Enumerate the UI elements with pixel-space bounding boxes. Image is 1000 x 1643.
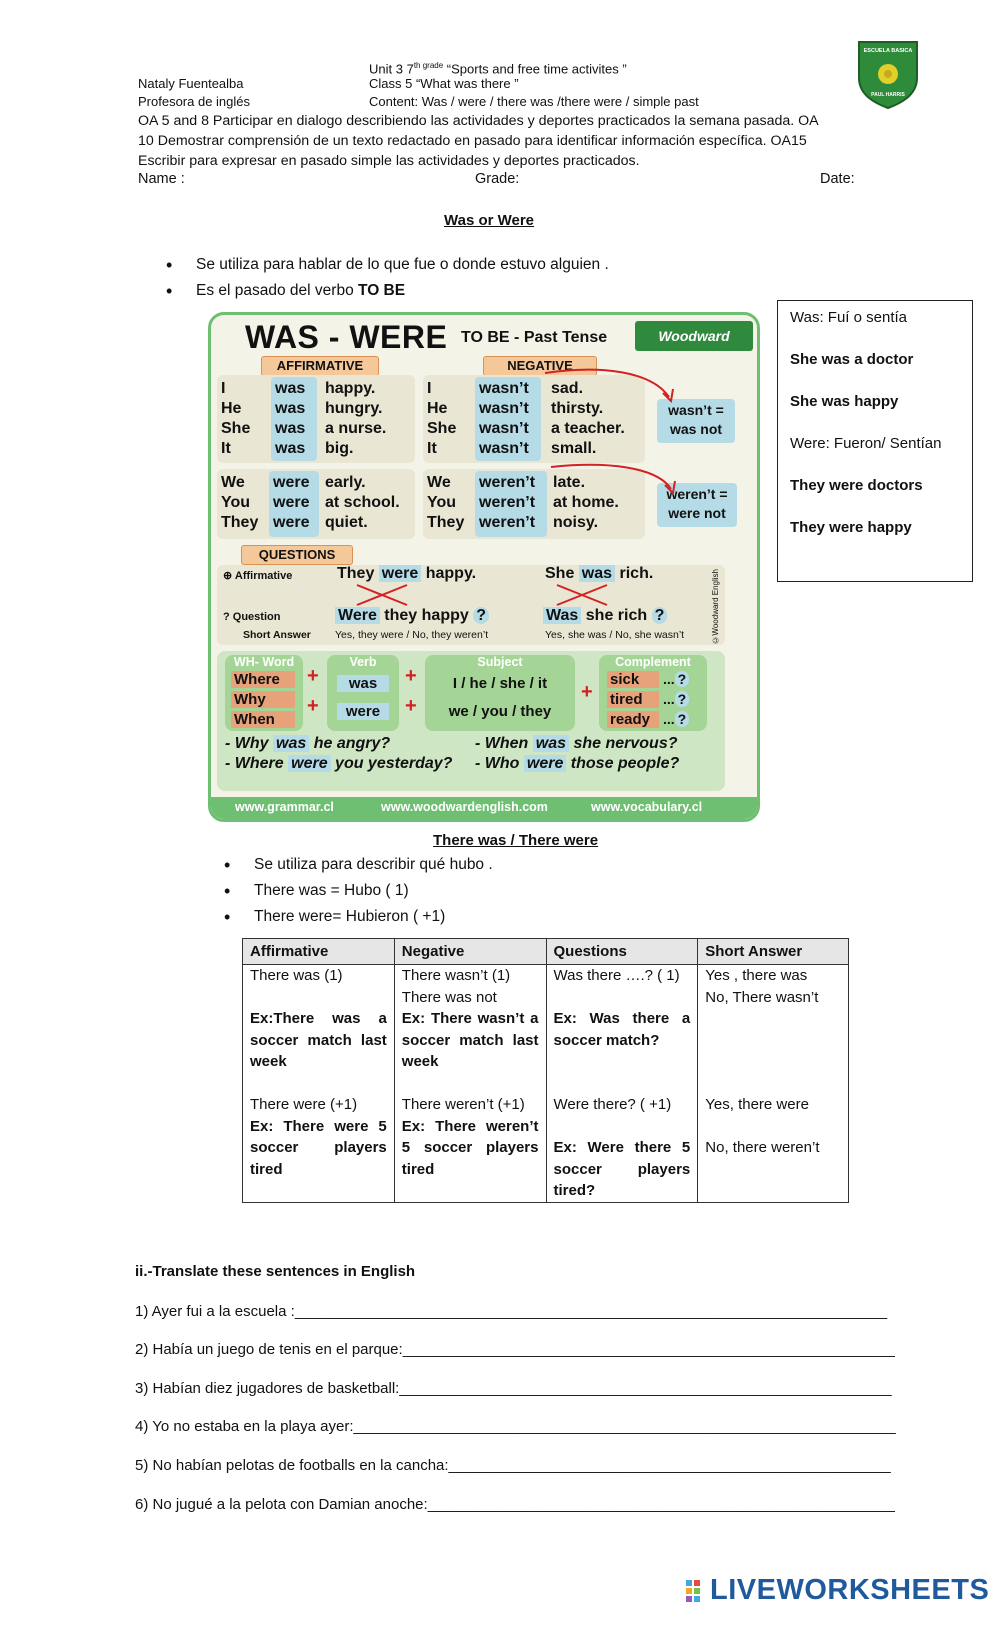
table-cell-negative xyxy=(394,965,546,1203)
ex-verb: were xyxy=(524,755,566,772)
complement-word: sick xyxy=(607,671,659,688)
plus-icon: + xyxy=(307,695,319,717)
dots-text: ... xyxy=(663,671,675,687)
cross-arrow-icon xyxy=(351,583,421,609)
meaning-line: She was happy xyxy=(790,393,899,410)
teacher-name: Nataly Fuentealba xyxy=(138,76,244,91)
cross-arrow-icon xyxy=(551,583,621,609)
complement-header: Complement xyxy=(615,655,691,669)
translate-question-2[interactable]: 2) Había un juego de tenis en el parque:___________________________________________________________ xyxy=(135,1341,895,1358)
ex-text: those people? xyxy=(566,755,680,772)
cell-line: No, There wasn’t xyxy=(705,988,819,1006)
qa-verb: were xyxy=(379,565,421,582)
cell-line: Ex: Were there 5 xyxy=(553,1139,691,1156)
school-badge-icon xyxy=(855,38,921,110)
short-answer-example-1: Yes, they were / No, they weren’t xyxy=(335,629,489,641)
class-line: Class 5 “What was there ” xyxy=(369,76,519,91)
cell-line: soccer players xyxy=(553,1160,691,1178)
content-line: Content: Was / were / there was /there were / simple past xyxy=(369,94,699,109)
qa-word: They xyxy=(337,565,375,582)
list-item xyxy=(166,252,609,278)
neg-verbs-singular: wasn’t wasn’t wasn’t wasn’t xyxy=(479,380,529,457)
grade-label: Grade: xyxy=(475,171,520,187)
objectives-line: OA 5 and 8 Participar en dialogo describiendo las actividades y deportes practicados la semana pasada. OA xyxy=(138,113,819,129)
negative-tag: NEGATIVE xyxy=(483,356,597,376)
list-item: • There were= Hubieron ( +1) xyxy=(224,904,493,930)
arrow-icon xyxy=(547,463,687,499)
footer-link: www.woodwardenglish.com xyxy=(381,800,548,814)
table-cell-short-answer xyxy=(698,965,849,1203)
objectives-line: 10 Demostrar comprensión de un texto redactado en pasado para identificar información específica. OA15 xyxy=(138,133,807,149)
question-example-2 xyxy=(543,607,667,625)
wh-word: Why xyxy=(231,691,295,708)
wh-example-1 xyxy=(225,735,390,753)
short-answer-example-2: Yes, she was / No, she wasn’t xyxy=(545,629,685,641)
affirmative-tag: AFFIRMATIVE xyxy=(261,356,379,376)
translate-question-5[interactable]: 5) No habían pelotas de footballs en la cancha:_____________________________________________________ xyxy=(135,1457,891,1474)
cell-line: soccer match last xyxy=(401,1031,539,1049)
list-item-bold: TO BE xyxy=(358,282,406,299)
wh-word: Where xyxy=(231,671,295,688)
complement-suffix xyxy=(663,671,689,687)
verb-were: were xyxy=(337,703,389,720)
cell-line: tired xyxy=(401,1160,435,1178)
grammar-title: WAS - WERE xyxy=(245,319,448,355)
question-mark-icon: ? xyxy=(652,607,668,624)
wh-word-header: WH- Word xyxy=(233,655,295,669)
cell-line: Ex: Was there a xyxy=(553,1010,691,1027)
section1-bullets xyxy=(166,252,609,304)
verb-was: was xyxy=(337,675,389,692)
was-were-meaning-box xyxy=(777,300,973,582)
dots-text: ... xyxy=(663,711,675,727)
cell-line: 5 soccer players xyxy=(401,1139,539,1156)
question-affirmative-example-2 xyxy=(545,565,653,583)
cell-line: Was there ….? ( 1) xyxy=(553,967,680,984)
cell-line: Ex: There weren’t xyxy=(401,1117,539,1135)
unit-line: Unit 3 $7^{th grade}$ “Sports and free time activites ” xyxy=(369,61,627,77)
aff-subjects-plural: We You They xyxy=(221,474,259,531)
exercise-title: ii.-Translate these sentences in English xyxy=(135,1263,416,1280)
table-header-row xyxy=(243,939,849,965)
table-header: Questions xyxy=(546,939,698,965)
aff-complements-plural: early. at school. quiet. xyxy=(325,474,400,531)
footer-link: www.grammar.cl xyxy=(235,800,334,814)
list-item: • There was = Hubo ( 1) xyxy=(224,878,493,904)
verb-header: Verb xyxy=(349,655,377,669)
was-were-grammar-chart xyxy=(208,312,760,822)
questions-tag: QUESTIONS xyxy=(241,545,353,565)
qq-verb: Were xyxy=(335,607,380,624)
grammar-subtitle: TO BE - Past Tense xyxy=(461,329,608,346)
question-label-text: Question xyxy=(232,611,281,623)
ex-text: - Where xyxy=(225,755,289,772)
translate-question-6[interactable]: 6) No jugué a la pelota con Damian anoche:________________________________________________________ xyxy=(135,1496,895,1513)
ex-text: you yesterday? xyxy=(330,755,453,772)
ex-text: - When xyxy=(475,735,533,752)
affirmative-label-text: Affirmative xyxy=(234,570,293,582)
aff-complements-singular: happy. hungry. a nurse. big. xyxy=(325,380,387,457)
section2-bullets xyxy=(224,852,493,930)
qq-rest: they happy xyxy=(384,607,469,624)
plus-icon: + xyxy=(581,681,593,703)
complement-suffix xyxy=(663,711,689,727)
badge-bottom-text: PAUL HARRIS xyxy=(871,92,905,98)
copyright-text: ©Woodward English xyxy=(711,569,720,645)
qa-word: happy. xyxy=(425,565,477,582)
badge-top-text: ESCUELA BASICA xyxy=(863,48,913,54)
cell-line: There was (1) xyxy=(250,967,343,984)
cell-line: Ex: There wasn’t a xyxy=(401,1010,539,1027)
translate-question-4[interactable]: 4) Yo no estaba en la playa ayer:_________________________________________________________________ xyxy=(135,1418,896,1435)
there-was-table xyxy=(242,938,849,1203)
list-item xyxy=(166,278,609,304)
qa-word: rich. xyxy=(619,565,654,582)
question-affirmative-example-1 xyxy=(337,565,476,583)
wh-example-2 xyxy=(475,735,678,753)
woodward-logo: Woodward xyxy=(635,321,753,351)
meaning-line: She was a doctor xyxy=(790,351,914,368)
cell-line: Yes , there was xyxy=(705,967,808,984)
teacher-role: Profesora de inglés xyxy=(138,94,251,109)
question-example-1 xyxy=(335,607,489,625)
cell-line: soccer match last xyxy=(250,1031,387,1049)
qq-verb: Was xyxy=(543,607,581,624)
aff-verbs-plural: were were were xyxy=(273,474,310,531)
footer-link: www.vocabulary.cl xyxy=(591,800,703,814)
ex-text: she nervous? xyxy=(569,735,678,752)
complement-suffix xyxy=(663,691,689,707)
aff-verbs-singular: was was was was xyxy=(275,380,306,457)
ex-text: he angry? xyxy=(309,735,391,752)
cell-line: Were there? ( +1) xyxy=(553,1096,672,1113)
list-item-text: Se utiliza para hablar de lo que fue o donde estuvo alguien . xyxy=(196,256,609,273)
ex-verb: was xyxy=(273,735,309,752)
plus-icon: + xyxy=(405,695,417,717)
dots-text: ... xyxy=(663,691,675,707)
meaning-line: Were: Fueron/ Sentían xyxy=(790,435,942,452)
table-cell-questions xyxy=(546,965,698,1203)
wh-word: When xyxy=(231,711,295,728)
qa-word: She xyxy=(545,565,575,582)
affirmative-label: ⊕ Affirmative xyxy=(223,570,293,582)
complement-word: tired xyxy=(607,691,659,708)
date-label: Date: xyxy=(820,171,855,187)
cell-line: No, there weren’t xyxy=(705,1139,820,1156)
name-label: Name : xyxy=(138,171,185,187)
qq-rest: she rich xyxy=(585,607,648,624)
cell-line: tired? xyxy=(553,1182,596,1199)
plus-icon: + xyxy=(405,665,417,687)
cell-line: There were (+1) xyxy=(250,1096,358,1113)
question-mark-icon: ? xyxy=(675,671,690,687)
list-item: • Se utiliza para describir qué hubo . xyxy=(224,852,493,878)
ex-verb: were xyxy=(288,755,330,772)
plus-icon: + xyxy=(307,665,319,687)
translate-question-3[interactable]: 3) Habían diez jugadores de basketball:___________________________________________________________ xyxy=(135,1380,892,1397)
subject-singular: I / he / she / it xyxy=(452,675,548,692)
meaning-line: Was: Fuí o sentía xyxy=(790,309,907,326)
wh-example-3 xyxy=(225,755,452,773)
ex-text: - Why xyxy=(225,735,273,752)
translate-question-1[interactable]: 1) Ayer fui a la escuela :_______________________________________________________________________ xyxy=(135,1303,888,1320)
cell-line: week xyxy=(250,1053,287,1070)
section-title-was-were: Was or Were xyxy=(444,212,535,229)
objectives-line: Escribir para expresar en pasado simple las actividades y deportes practicados. xyxy=(138,153,640,169)
table-cell-affirmative xyxy=(243,965,395,1203)
neg-complements-singular: sad. thirsty. a teacher. small. xyxy=(551,380,625,457)
question-label: ? Question xyxy=(223,611,281,623)
liveworksheets-logo-icon xyxy=(686,1580,708,1609)
cell-line: There was not xyxy=(401,988,497,1006)
qa-verb: was xyxy=(579,565,615,582)
subject-plural: we / you / they xyxy=(448,703,552,720)
cell-line: There wasn’t (1) xyxy=(401,967,511,984)
arrow-icon xyxy=(541,367,681,407)
complement-word: ready xyxy=(607,711,659,728)
table-header: Short Answer xyxy=(698,939,849,965)
cell-line: Ex:There was a xyxy=(250,1010,387,1027)
table-row xyxy=(243,965,849,1203)
cell-line: There weren’t (+1) xyxy=(401,1096,525,1113)
ex-verb: was xyxy=(533,735,569,752)
ex-text: - Who xyxy=(475,755,524,772)
question-mark-icon: ? xyxy=(473,607,489,624)
cell-line: week xyxy=(401,1053,439,1070)
neg-subjects-singular: I He She It xyxy=(427,380,457,457)
table-header: Negative xyxy=(394,939,546,965)
table-header: Affirmative xyxy=(243,939,395,965)
cell-line: tired xyxy=(250,1160,283,1178)
neg-verbs-plural: weren’t weren’t weren’t xyxy=(479,474,536,531)
cell-line: Yes, there were xyxy=(705,1096,809,1113)
subject-header: Subject xyxy=(477,655,523,669)
contraction-note-werent: weren’t = were not xyxy=(657,483,737,527)
meaning-line: They were doctors xyxy=(790,477,923,494)
cell-line: Ex: There were 5 xyxy=(250,1117,387,1135)
grammar-footer xyxy=(211,797,757,819)
objectives xyxy=(138,111,819,171)
aff-subjects-singular: I He She It xyxy=(221,380,251,457)
list-item-text: Es el pasado del verbo xyxy=(196,282,358,299)
neg-complements-plural: late. at home. noisy. xyxy=(553,474,619,531)
question-mark-icon: ? xyxy=(675,711,690,727)
short-answer-label: Short Answer xyxy=(243,629,311,641)
contraction-note-wasnt: wasn’t = was not xyxy=(657,399,735,443)
section-title-there-was: There was / There were xyxy=(433,832,599,849)
liveworksheets-brand: LIVEWORKSHEETS xyxy=(710,1574,990,1606)
wh-example-4 xyxy=(475,755,679,773)
meaning-line: They were happy xyxy=(790,519,912,536)
question-mark-icon: ? xyxy=(675,691,690,707)
neg-subjects-plural: We You They xyxy=(427,474,465,531)
cell-line: soccer players xyxy=(250,1139,387,1156)
cell-line: soccer match? xyxy=(553,1031,660,1049)
